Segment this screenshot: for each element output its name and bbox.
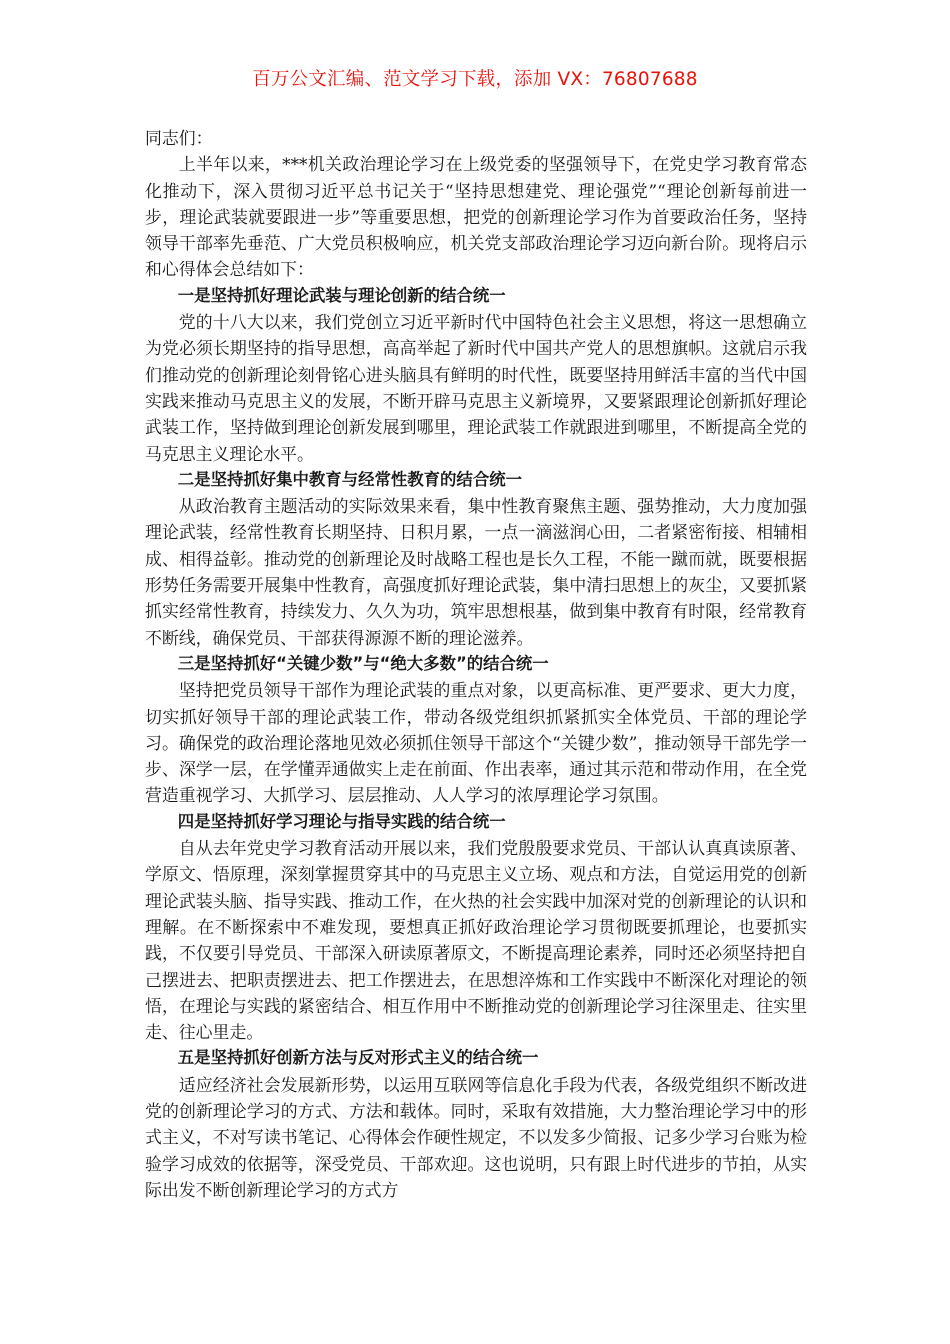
section-body-5: 适应经济社会发展新形势，以运用互联网等信息化手段为代表，各级党组织不断改进党的创新理论学习的方式、方法和载体。同时，采取有效措施，大力整治理论学习中的形式主义，不对写读书笔记、心得体会作硬性规定，不以发多少简报、记多少学习台账为检验学习成效的依据等，深受党员、干部欢迎。这也说明，只有跟上时代进步的节拍，从实际出发不断创新理论学习的方式方 <box>145 1074 807 1200</box>
header-banner: 百万公文汇编、范文学习下载，添加 VX：76807688 <box>252 69 698 90</box>
section-heading-5: 五是坚持抓好创新方法与反对形式主义的结合统一 <box>177 1048 539 1068</box>
section-heading-3: 三是坚持抓好“关键少数”与“绝大多数”的结合统一 <box>177 653 549 673</box>
section-heading-1: 一是坚持抓好理论武装与理论创新的结合统一 <box>177 285 506 305</box>
greeting: 同志们： <box>145 128 213 148</box>
section-body-4: 自从去年党史学习教育活动开展以来，我们党殷殷要求党员、干部认认真真读原著、学原文、悟原理，深刻掌握贯穿其中的马克思主义立场、观点和方法，自觉运用党的创新理论武装头脑、指导实践、推动工作，在火热的社会实践中加深对党的创新理论的认识和理解。在不断探索中不难发现，要想真正抓好政治理论学习贯彻既要抓理论，也要抓实践，不仅要引导党员、干部深入研读原著原文，不断提高理论素养，同时还必须坚持把自己摆进去、把职责摆进去、把工作摆进去，在思想淬炼和工作实践中不断深化对理论的领悟，在理论与实践的紧密结合、相互作用中不断推动党的创新理论学习往深里走、往实里走、往心里走。 <box>145 838 807 1043</box>
intro-paragraph: 上半年以来，***机关政治理论学习在上级党委的坚强领导下，在党史学习教育常态化推动下，深入贯彻习近平总书记关于“坚持思想建党、理论强党”“理论创新每前进一步，理论武装就要跟进一步”等重要思想，把党的创新理论学习作为首要政治任务，坚持领导干部率先垂范、广大党员积极响应，机关党支部政治理论学习迈向新台阶。现将启示和心得体会总结如下： <box>145 154 807 280</box>
section-body-1: 党的十八大以来，我们党创立习近平新时代中国特色社会主义思想，将这一思想确立为党必须长期坚持的指导思想，高高举起了新时代中国共产党人的思想旗帜。这就启示我们推动党的创新理论刻骨铭心进头脑具有鲜明的时代性，既要坚持用鲜活丰富的当代中国实践来推动马克思主义的发展，不断开辟马克思主义新境界，又要紧跟理论创新抓好理论武装工作，坚持做到理论创新发展到哪里，理论武装工作就跟进到哪里，不断提高全党的马克思主义理论水平。 <box>145 312 807 464</box>
section-heading-2: 二是坚持抓好集中教育与经常性教育的结合统一 <box>177 469 522 489</box>
section-body-3: 坚持把党员领导干部作为理论武装的重点对象，以更高标准、更严要求、更大力度，切实抓好领导干部的理论武装工作，带动各级党组织抓紧抓实全体党员、干部的理论学习。确保党的政治理论落地见效必须抓住领导干部这个“关键少数”，推动领导干部先学一步、深学一层，在学懂弄通做实上走在前面、作出表率，通过其示范和带动作用，在全党营造重视学习、大抓学习、层层推动、人人学习的浓厚理论学习氛围。 <box>145 680 807 806</box>
section-body-2: 从政治教育主题活动的实际效果来看，集中性教育聚焦主题、强势推动，大力度加强理论武装，经常性教育长期坚持、日积月累，一点一滴滋润心田，二者紧密衔接、相辅相成、相得益彰。推动党的创新理论及时战略工程也是长久工程，不能一蹴而就，既要根据形势任务需要开展集中性教育，高强度抓好理论武装，集中清扫思想上的灰尘，又要抓紧抓实经常性教育，持续发力、久久为功，筑牢思想根基，做到集中教育有时限，经常教育不断线，确保党员、干部获得源源不断的理论滋养。 <box>145 496 807 648</box>
section-heading-4: 四是坚持抓好学习理论与指导实践的结合统一 <box>177 811 506 831</box>
document-body <box>145 125 807 1203</box>
